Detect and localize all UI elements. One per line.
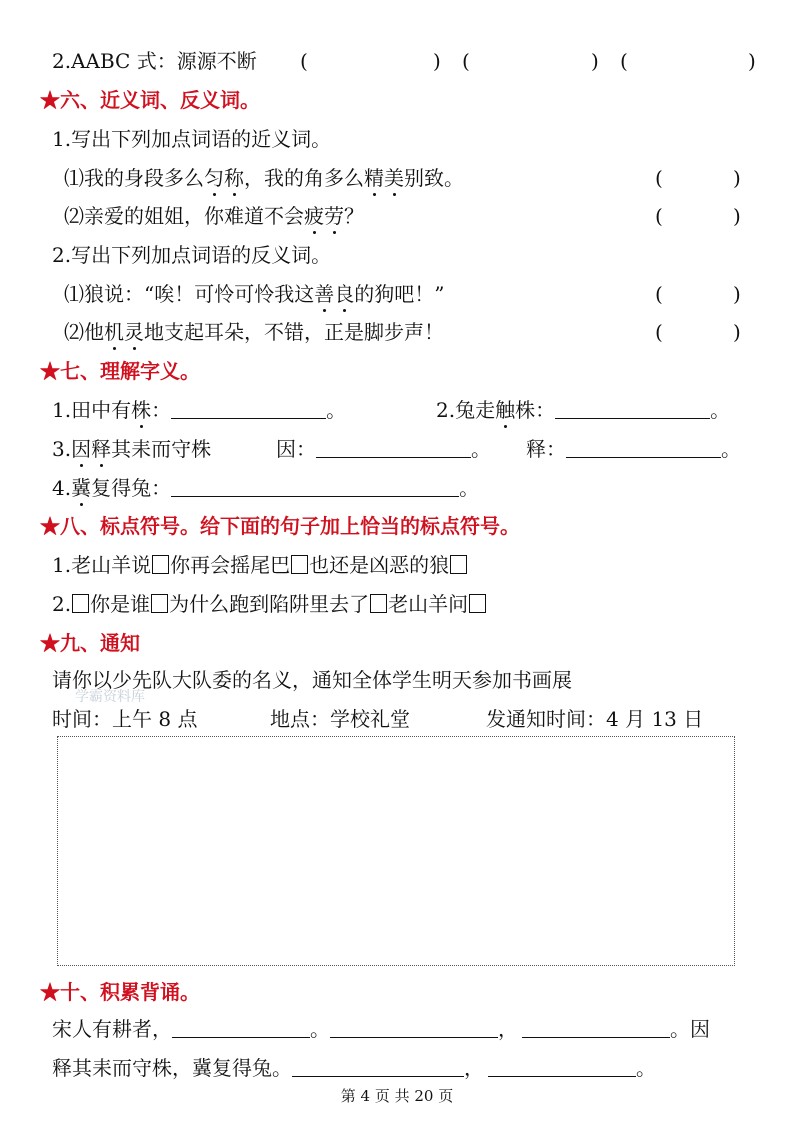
sec8-sentence-1: 1.老山羊说 你再会摇尾巴 也还是凶恶的狼 xyxy=(52,551,468,579)
punctuation-box[interactable] xyxy=(72,594,89,613)
q5-paren-close-1: ) xyxy=(433,49,441,73)
answer-blank[interactable] xyxy=(171,474,459,497)
answer-blank[interactable] xyxy=(292,1054,464,1077)
answer-blank[interactable] xyxy=(555,396,710,419)
punctuation-box[interactable] xyxy=(152,555,169,574)
section-6-heading: ★六、近义词、反义词。 xyxy=(40,88,260,112)
answer-blank[interactable] xyxy=(330,1015,498,1038)
sec7-item-1: 1.田中有株： 。 xyxy=(52,398,347,422)
answer-blank[interactable] xyxy=(316,435,471,458)
punctuation-box[interactable] xyxy=(450,555,467,574)
section-9-heading: ★九、通知 xyxy=(40,631,140,655)
sec7-item-3-shi: 释： 。 xyxy=(526,437,741,461)
sec6-item-2a: ⑴狼说：“唉！可怜可怜我这善良的狗吧！” xyxy=(64,282,445,306)
q5-item2-label: 2.AABC 式：源源不断 xyxy=(52,49,257,73)
sec6-part2-instruction: 2.写出下列加点词语的反义词。 xyxy=(52,243,332,267)
sec6-1b-paren-close: ) xyxy=(733,204,741,228)
section-10-heading: ★十、积累背诵。 xyxy=(40,980,200,1004)
notice-writing-box[interactable] xyxy=(57,736,735,966)
sec6-2a-paren-open: ( xyxy=(655,282,663,306)
punctuation-box[interactable] xyxy=(291,555,308,574)
sec9-prompt: 请你以少先队大队委的名义，通知全体学生明天参加书画展 xyxy=(52,668,572,692)
sec9-place: 地点：学校礼堂 xyxy=(270,707,410,731)
sec8-sentence-2: 2. 你是谁 为什么跑到陷阱里去了 老山羊问 xyxy=(52,590,487,618)
sec7-item-2: 2.兔走触株： 。 xyxy=(436,398,731,422)
sec6-1a-paren-close: ) xyxy=(733,166,741,190)
sec6-2b-paren-close: ) xyxy=(733,320,741,344)
sec9-time: 时间：上午 8 点 xyxy=(52,707,198,731)
sec6-1b-paren-open: ( xyxy=(655,204,663,228)
sec6-2b-paren-open: ( xyxy=(655,320,663,344)
punctuation-box[interactable] xyxy=(370,594,387,613)
sec6-item-2b: ⑵他机灵地支起耳朵，不错，正是脚步声！ xyxy=(64,320,444,344)
sec9-date: 发通知时间：4 月 13 日 xyxy=(486,707,704,731)
sec7-item-4: 4.冀复得兔： 。 xyxy=(52,476,480,500)
sec10-line-2: 释其耒而守株，冀复得兔。 ， 。 xyxy=(52,1056,656,1080)
answer-blank[interactable] xyxy=(522,1015,670,1038)
page-number-footer: 第 4 页 共 20 页 xyxy=(340,1087,454,1105)
answer-blank[interactable] xyxy=(566,435,721,458)
q5-paren-close-3: ) xyxy=(748,49,756,73)
section-7-heading: ★七、理解字义。 xyxy=(40,359,200,383)
section-8-heading: ★八、标点符号。给下面的句子加上恰当的标点符号。 xyxy=(40,514,520,538)
sec6-1a-paren-open: ( xyxy=(655,166,663,190)
sec6-part1-instruction: 1.写出下列加点词语的近义词。 xyxy=(52,127,332,151)
punctuation-box[interactable] xyxy=(151,594,168,613)
sec10-line-1: 宋人有耕者， 。 ， 。因 xyxy=(52,1017,710,1041)
answer-blank[interactable] xyxy=(171,396,326,419)
q5-paren-open-1: ( xyxy=(300,49,308,73)
sec7-item-3: 3.因释其耒而守株 xyxy=(52,437,212,461)
watermark: 学霸资料库 xyxy=(75,689,145,705)
sec6-item-1b: ⑵亲爱的姐姐，你难道不会疲劳？ xyxy=(64,204,364,228)
q5-paren-open-2: ( xyxy=(462,49,470,73)
sec6-2a-paren-close: ) xyxy=(733,282,741,306)
sec6-item-1a: ⑴我的身段多么匀称，我的角多么精美别致。 xyxy=(64,166,464,190)
sec7-item-3-yin: 因： 。 xyxy=(276,437,491,461)
answer-blank[interactable] xyxy=(172,1015,310,1038)
q5-paren-open-3: ( xyxy=(620,49,628,73)
q5-paren-close-2: ) xyxy=(591,49,599,73)
answer-blank[interactable] xyxy=(488,1054,636,1077)
punctuation-box[interactable] xyxy=(469,594,486,613)
